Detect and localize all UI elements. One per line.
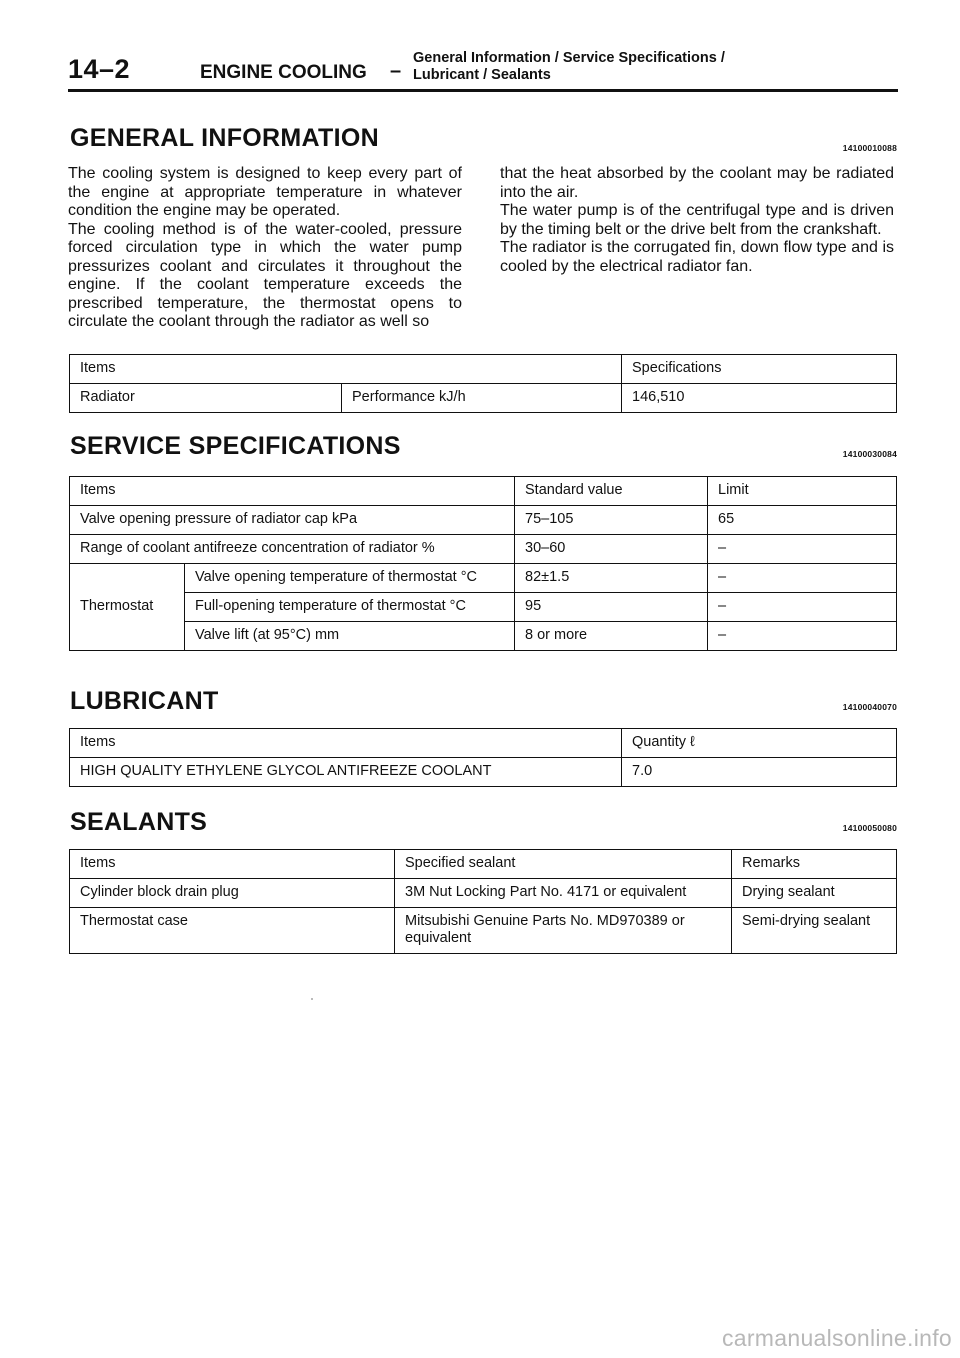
- table-cell: 95: [515, 593, 708, 622]
- table-header-cell: Items: [70, 355, 622, 384]
- table-header-cell: Items: [70, 850, 395, 879]
- general-info-paragraph: The cooling method is of the water-cooled, pressure forced circulation type in which the water pump pressurizes coolant and circulates it throughout the engine. If the coolant temperature exceeds the prescribed temperature, the thermostat opens to circulate the coolant through the radiator as well so: [68, 220, 462, 330]
- table-cell: Valve opening pressure of radiator cap kPa: [70, 506, 515, 535]
- table-header-row: [70, 477, 897, 506]
- table-cell: –: [708, 564, 897, 593]
- thermostat-group-label: Thermostat: [70, 564, 185, 651]
- table-cell: 75–105: [515, 506, 708, 535]
- general-info-left-column: [68, 165, 462, 332]
- table-cell: Performance kJ/h: [342, 384, 622, 413]
- table-cell: Mitsubishi Genuine Parts No. MD970389 or equivalent: [395, 908, 732, 954]
- footer-watermark: carmanualsonline.info: [721, 1325, 952, 1351]
- sealants-title: SEALANTS: [70, 808, 208, 836]
- table-row: [70, 908, 897, 954]
- general-information-title: GENERAL INFORMATION: [70, 124, 379, 152]
- general-info-paragraph: The radiator is the corrugated fin, down flow type and is cooled by the electrical radiator fan.: [500, 239, 894, 275]
- table-row: [70, 506, 897, 535]
- table-cell: 146,510: [622, 384, 897, 413]
- sealants-table: [69, 849, 897, 954]
- header-rule: [68, 89, 898, 92]
- header-subtitle: [413, 50, 725, 84]
- table-row: [70, 758, 897, 787]
- page-number: 14–2: [68, 54, 131, 84]
- table-cell: 7.0: [622, 758, 897, 787]
- table-header-cell: Limit: [708, 477, 897, 506]
- table-cell: Drying sealant: [732, 879, 897, 908]
- scan-speck: [311, 998, 313, 1000]
- table-cell: 65: [708, 506, 897, 535]
- table-cell: –: [708, 593, 897, 622]
- table-header-cell: Items: [70, 477, 515, 506]
- table-cell: 3M Nut Locking Part No. 4171 or equivalent: [395, 879, 732, 908]
- section-dash: –: [390, 60, 402, 82]
- table-header-cell: Specifications: [622, 355, 897, 384]
- table-cell: Thermostat case: [70, 908, 395, 954]
- lubricant-title: LUBRICANT: [70, 687, 219, 715]
- general-info-right-column: [500, 165, 894, 276]
- table-cell: Radiator: [70, 384, 342, 413]
- table-row: [70, 535, 897, 564]
- table-row: [70, 593, 897, 622]
- table-row: [70, 879, 897, 908]
- table-header-cell: Remarks: [732, 850, 897, 879]
- table-row: [70, 564, 897, 593]
- table-cell: 82±1.5: [515, 564, 708, 593]
- service-specifications-code: 14100030084: [842, 449, 897, 459]
- table-cell: Valve lift (at 95°C) mm: [185, 622, 515, 651]
- service-specifications-title: SERVICE SPECIFICATIONS: [70, 432, 401, 460]
- general-info-paragraph: that the heat absorbed by the coolant may be radiated into the air.: [500, 165, 894, 201]
- table-cell: 8 or more: [515, 622, 708, 651]
- table-header-cell: Standard value: [515, 477, 708, 506]
- table-header-cell: Quantity ℓ: [622, 729, 897, 758]
- table-header-row: [70, 355, 897, 384]
- table-cell: Cylinder block drain plug: [70, 879, 395, 908]
- lubricant-table: [69, 728, 897, 787]
- lubricant-code: 14100040070: [842, 702, 897, 712]
- page-header: [68, 22, 898, 92]
- service-spec-table: [69, 476, 897, 651]
- table-header-row: [70, 729, 897, 758]
- table-cell: Full-opening temperature of thermostat °C: [185, 593, 515, 622]
- table-cell: –: [708, 535, 897, 564]
- table-cell: HIGH QUALITY ETHYLENE GLYCOL ANTIFREEZE COOLANT: [70, 758, 622, 787]
- table-cell: Range of coolant antifreeze concentration of radiator %: [70, 535, 515, 564]
- general-info-paragraph: The water pump is of the centrifugal type and is driven by the timing belt or the drive belt from the crankshaft.: [500, 202, 894, 238]
- table-cell: –: [708, 622, 897, 651]
- general-information-code: 14100010088: [842, 143, 897, 153]
- table-header-cell: Items: [70, 729, 622, 758]
- table-row: [70, 622, 897, 651]
- table-cell: Semi-drying sealant: [732, 908, 897, 954]
- table-cell: Valve opening temperature of thermostat °C: [185, 564, 515, 593]
- general-info-paragraph: The cooling system is designed to keep every part of the engine at appropriate temperature in whatever condition the engine may be operated.: [68, 165, 462, 219]
- table-header-cell: Specified sealant: [395, 850, 732, 879]
- sealants-code: 14100050080: [842, 823, 897, 833]
- header-subtitle-line1: General Information / Service Specifications /: [413, 50, 725, 66]
- table-row: [70, 384, 897, 413]
- section-name: ENGINE COOLING: [200, 62, 367, 83]
- radiator-spec-table: [69, 354, 897, 413]
- header-subtitle-line2: Lubricant / Sealants: [413, 67, 551, 83]
- table-cell: 30–60: [515, 535, 708, 564]
- table-header-row: [70, 850, 897, 879]
